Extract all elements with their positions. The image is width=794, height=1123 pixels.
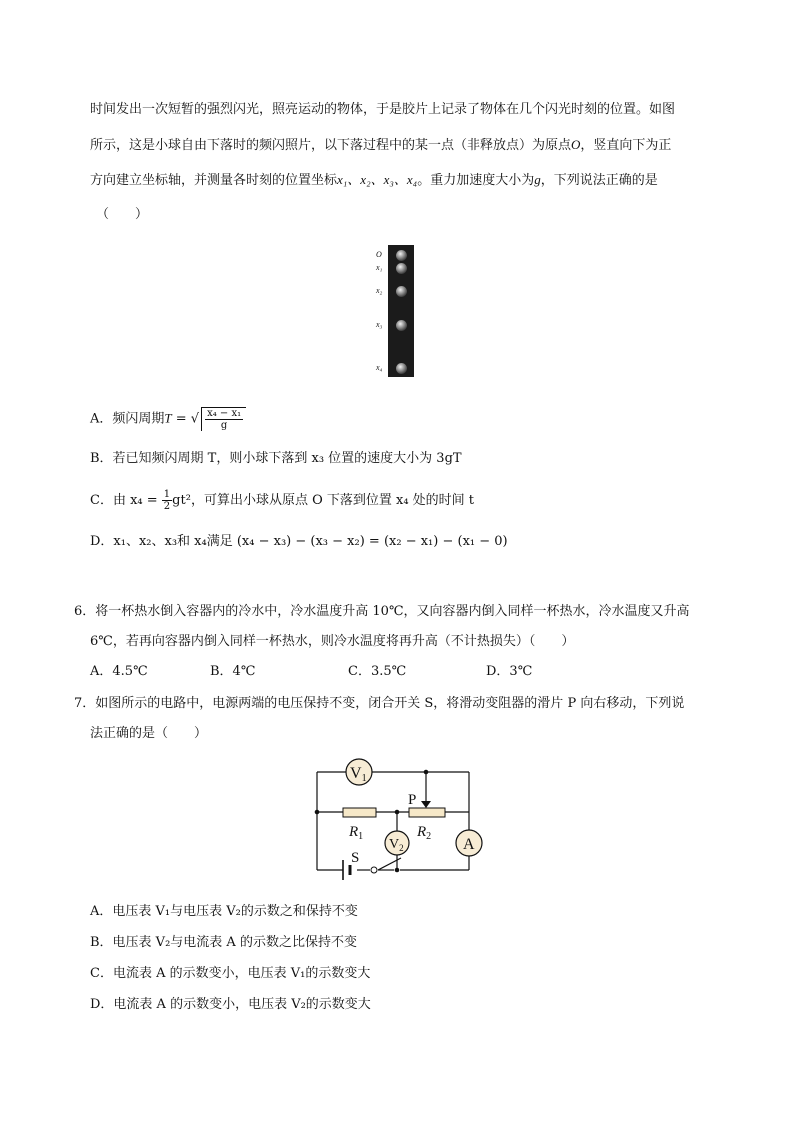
q5-option-d: D．x₁、x₂、x₃和 x₄满足 (x₄ − x₃) − (x₃ − x₂) = (x₂ − x₁) − (x₁ − 0): [90, 534, 508, 549]
q6-option-b: B．4℃: [210, 664, 256, 679]
q7-line-2: 法正确的是（ ）: [90, 726, 208, 741]
resistor-r2: [409, 808, 445, 817]
ball-image: [396, 320, 407, 331]
q6-line-2: 6℃，若再向容器内倒入同样一杯热水，则冷水温度将再升高（不计热损失）（ ）: [90, 634, 575, 649]
ball-image: [396, 286, 407, 297]
fig-label-x4: x₄: [376, 363, 383, 372]
ball-image: [396, 263, 407, 274]
fig-label-x2: x₂: [376, 286, 383, 295]
resistor-r1: [343, 808, 376, 817]
fig-label-x1: x₁: [376, 263, 383, 272]
q5-line-1: 时间发出一次短暂的强烈闪光，照亮运动的物体，于是胶片上记录了物体在几个闪光时刻的位置。如图: [90, 102, 676, 117]
switch-label: S: [351, 850, 360, 866]
fig-label-x3: x₃: [376, 320, 383, 329]
q6-option-c: C．3.5℃: [348, 664, 407, 679]
v1-label: V1: [350, 765, 367, 784]
q6-line-1: 6．将一杯热水倒入容器内的冷水中，冷水温度升高 10℃，又向容器内倒入同样一杯热水，冷水温度又升高: [74, 604, 690, 619]
ball-image: [396, 250, 407, 261]
circuit-diagram: [305, 757, 505, 889]
strobe-photo: [388, 245, 414, 377]
q5-answer-bracket: （ ）: [96, 207, 149, 222]
slider-label: P: [408, 792, 417, 808]
q7-option-c: C．电流表 A 的示数变小，电压表 V₁的示数变大: [90, 966, 371, 981]
q5-option-b: B．若已知频闪周期 T，则小球下落到 x₃ 位置的速度大小为 3gT: [90, 451, 462, 466]
r2-label: $R_2$: [417, 824, 432, 842]
q7-option-d: D．电流表 A 的示数变小，电压表 V₂的示数变大: [90, 997, 371, 1012]
fig-label-o: O: [376, 250, 382, 259]
q7-option-a: A．电压表 V₁与电压表 V₂的示数之和保持不变: [90, 904, 358, 919]
q5-option-a: A．频闪周期T = √ $\frac{\text{x₄ − x₁}}{g}$: [90, 407, 246, 431]
ball-image: [396, 363, 407, 374]
q6-option-d: D．3℃: [486, 664, 533, 679]
q5-line-3: 方向建立坐标轴，并测量各时刻的位置坐标x₁、x₂、x₃、x₄。重力加速度大小为g，下列说法正确的是: [90, 172, 658, 188]
q5-option-c: C．由 x₄ = $\frac{1}{2}$ gt²，可算出小球从原点 O 下落到位置 x₄ 处的时间 t: [90, 489, 475, 512]
v2-label: $V_2$: [389, 837, 404, 853]
q6-option-a: A．4.5℃: [90, 664, 148, 679]
q5-line-2: 所示，这是小球自由下落时的频闪照片，以下落过程中的某一点（非释放点）为原点O，竖直向下为正: [90, 137, 672, 153]
q7-line-1: 7．如图所示的电路中，电源两端的电压保持不变，闭合开关 S，将滑动变阻器的滑片 P 向右移动，下列说: [74, 696, 685, 711]
r1-label: $R_1$: [349, 824, 364, 842]
q7-option-b: B．电压表 V₂与电流表 A 的示数之比保持不变: [90, 935, 357, 950]
ammeter-label: A: [463, 836, 475, 853]
